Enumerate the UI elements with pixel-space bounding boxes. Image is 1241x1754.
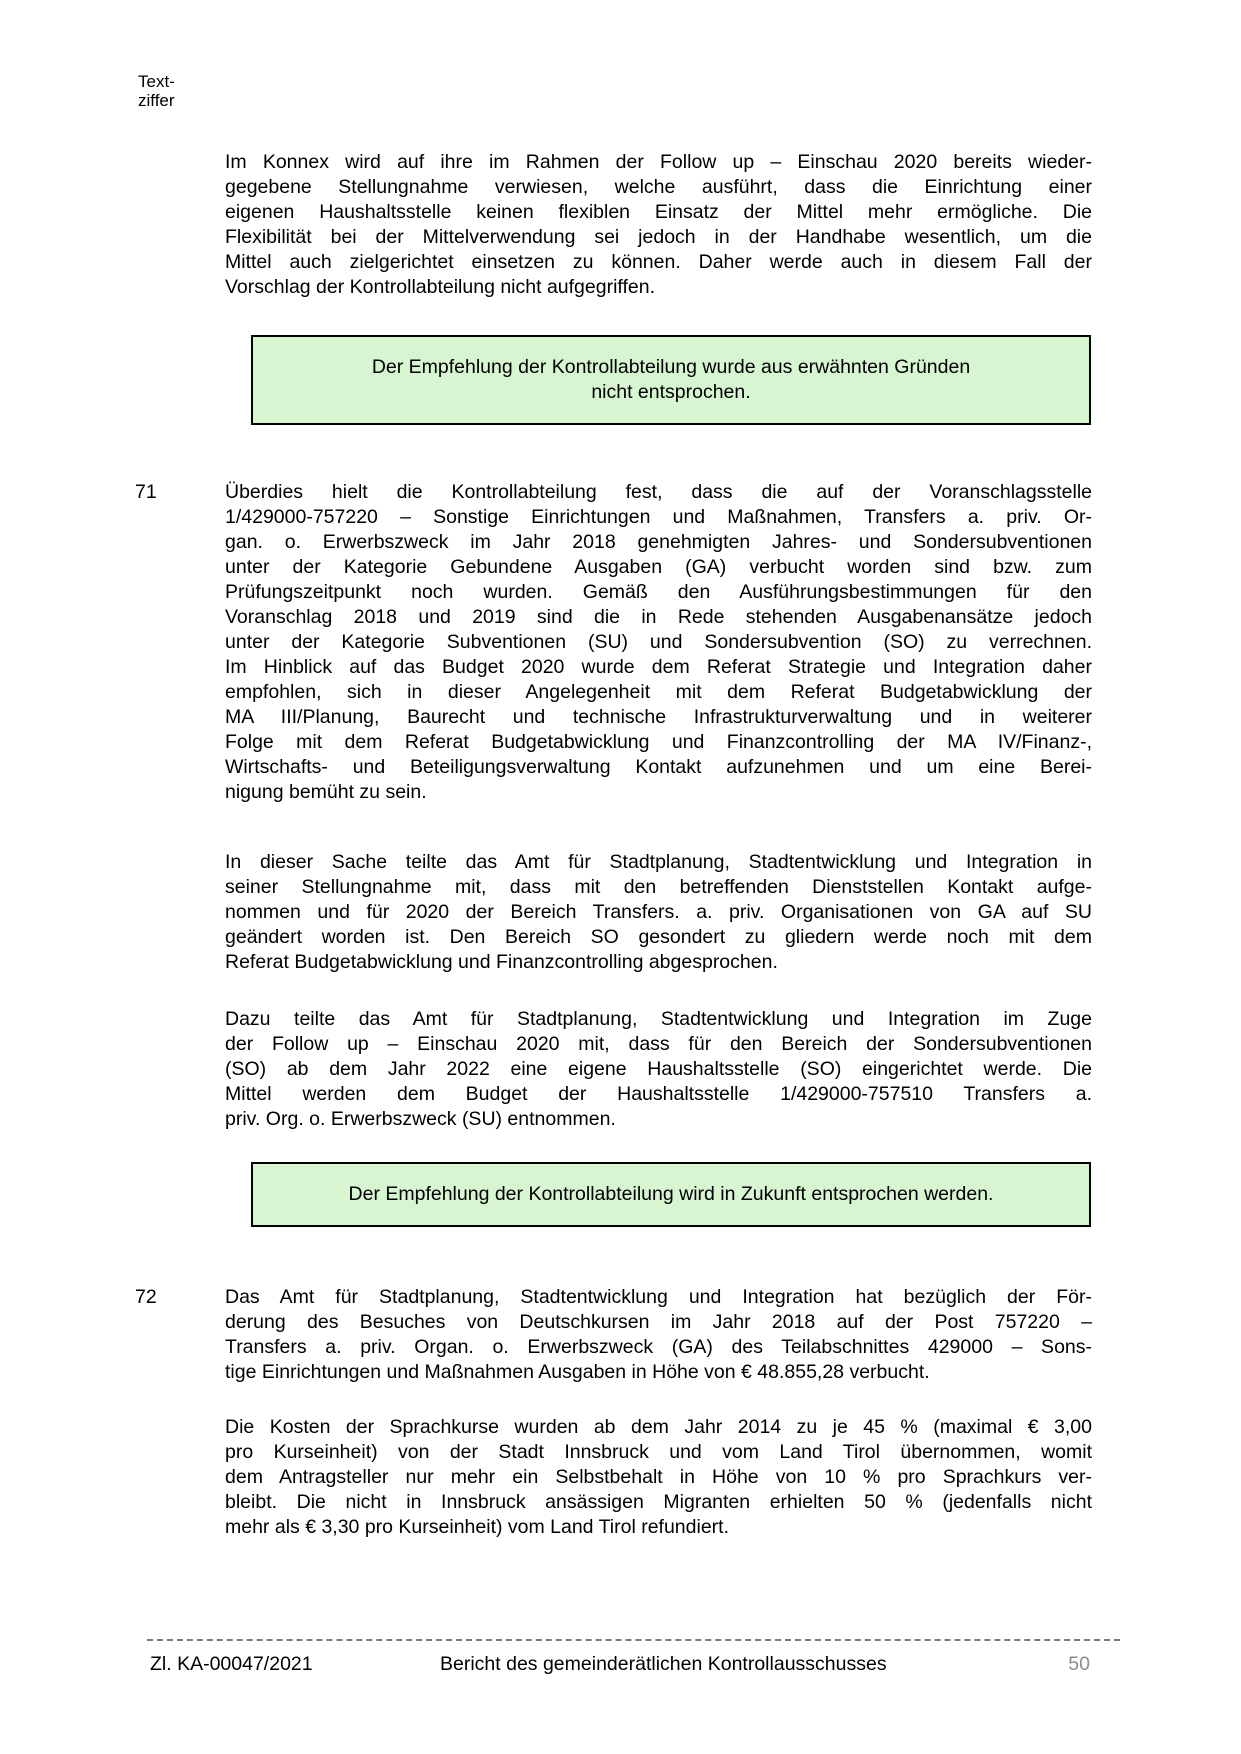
paragraph-line: bleibt. Die nicht in Innsbruck ansässigen Migranten erhielten 50 % (jedenfalls nicht (225, 1491, 1092, 1513)
paragraph (0, 1007, 1241, 1132)
recommendation-text: Der Empfehlung der Kontrollabteilung wurde aus erwähnten Gründen (371, 356, 971, 378)
paragraph-body (225, 1285, 1092, 1385)
paragraph-line: 1/429000-757220 – Sonstige Einrichtungen und Maßnahmen, Transfers a. priv. Or- (225, 506, 1092, 528)
paragraph-line: Dazu teilte das Amt für Stadtplanung, Stadtentwicklung und Integration im Zuge (225, 1008, 1092, 1030)
paragraph-line: unter der Kategorie Subventionen (SU) und Sondersubvention (SO) zu verrechnen. (225, 631, 1092, 653)
paragraph-line: Voranschlag 2018 und 2019 sind die in Rede stehenden Ausgabenansätze jedoch (225, 606, 1092, 628)
paragraph-body (225, 1415, 1092, 1540)
paragraph-line: dem Antragsteller nur mehr ein Selbstbehalt in Höhe von 10 % pro Sprachkurs ver- (225, 1466, 1092, 1488)
paragraph-line: pro Kurseinheit) von der Stadt Innsbruck und vom Land Tirol übernommen, womit (225, 1441, 1092, 1463)
recommendation-box-frame (251, 1162, 1091, 1227)
paragraph-line: Vorschlag der Kontrollabteilung nicht aufgegriffen. (225, 276, 656, 298)
paragraph-line: (SO) ab dem Jahr 2022 eine eigene Haushaltsstelle (SO) eingerichtet werde. Die (225, 1058, 1092, 1080)
paragraph-line: Im Hinblick auf das Budget 2020 wurde dem Referat Strategie und Integration daher (225, 656, 1092, 678)
paragraph-body (225, 850, 1092, 975)
item-number: 71 (135, 481, 157, 503)
paragraph-line: Das Amt für Stadtplanung, Stadtentwicklung und Integration hat bezüglich der För- (225, 1286, 1092, 1308)
footer-title: Bericht des gemeinderätlichen Kontrollausschusses (440, 1653, 887, 1675)
paragraph-line: Mittel auch zielgerichtet einsetzen zu können. Daher werde auch in diesem Fall der (225, 251, 1092, 273)
textziffer-label-line1: Text- (138, 72, 175, 91)
paragraph-line: Transfers a. priv. Organ. o. Erwerbszweck (GA) des Teilabschnittes 429000 – Sons- (225, 1336, 1092, 1358)
paragraph-line: gegebene Stellungnahme verwiesen, welche ausführt, dass die Einrichtung einer (225, 176, 1092, 198)
paragraph-line: Die Kosten der Sprachkurse wurden ab dem Jahr 2014 zu je 45 % (maximal € 3,00 (225, 1416, 1092, 1438)
paragraph-body (225, 480, 1092, 805)
item-number: 72 (135, 1286, 157, 1308)
paragraph-line: In dieser Sache teilte das Amt für Stadtplanung, Stadtentwicklung und Integration in (225, 851, 1092, 873)
footer-row (147, 1653, 1120, 1683)
recommendation-text: Der Empfehlung der Kontrollabteilung wird in Zukunft entsprochen werden. (348, 1183, 994, 1205)
paragraph-line: tige Einrichtungen und Maßnahmen Ausgaben in Höhe von € 48.855,28 verbucht. (225, 1361, 930, 1383)
paragraph-body (225, 1007, 1092, 1132)
numbered-paragraph (0, 1285, 1241, 1385)
numbered-paragraph (0, 480, 1241, 805)
paragraph-line: priv. Org. o. Erwerbszweck (SU) entnommen. (225, 1108, 616, 1130)
paragraph-line: Flexibilität bei der Mittelverwendung sei jedoch in der Handhabe wesentlich, um die (225, 226, 1092, 248)
footer-reference: Zl. KA-00047/2021 (150, 1653, 313, 1675)
paragraph-line: unter der Kategorie Gebundene Ausgaben (GA) verbucht worden sind bzw. zum (225, 556, 1092, 578)
recommendation-text: nicht entsprochen. (591, 381, 751, 403)
paragraph (0, 1415, 1241, 1540)
paragraph-line: Mittel werden dem Budget der Haushaltsstelle 1/429000-757510 Transfers a. (225, 1083, 1092, 1105)
paragraph (0, 850, 1241, 975)
paragraph-line: empfohlen, sich in dieser Angelegenheit mit dem Referat Budgetabwicklung der (225, 681, 1092, 703)
paragraph-line: Folge mit dem Referat Budgetabwicklung und Finanzcontrolling der MA IV/Finanz-, (225, 731, 1092, 753)
paragraph-line: Prüfungszeitpunkt noch wurden. Gemäß den Ausführungsbestimmungen für den (225, 581, 1092, 603)
paragraph-line: Überdies hielt die Kontrollabteilung fest, dass die auf der Voranschlagsstelle (225, 481, 1092, 503)
paragraph-line: Wirtschafts- und Beteiligungsverwaltung Kontakt aufzunehmen und um eine Berei- (225, 756, 1092, 778)
recommendation-box (0, 1162, 1241, 1227)
paragraph-line: MA III/Planung, Baurecht und technische Infrastrukturverwaltung und in weiterer (225, 706, 1092, 728)
paragraph-line: eigenen Haushaltsstelle keinen flexiblen Einsatz der Mittel mehr ermögliche. Die (225, 201, 1092, 223)
paragraph-line: Referat Budgetabwicklung und Finanzcontrolling abgesprochen. (225, 951, 778, 973)
paragraph-line: Im Konnex wird auf ihre im Rahmen der Follow up – Einschau 2020 bereits wieder- (225, 151, 1092, 173)
paragraph-line: seiner Stellungnahme mit, dass mit den betreffenden Dienststellen Kontakt aufge- (225, 876, 1092, 898)
page-footer (147, 1639, 1120, 1683)
recommendation-box-frame (251, 335, 1091, 425)
paragraph-line: nommen und für 2020 der Bereich Transfers. a. priv. Organisationen von GA auf SU (225, 901, 1092, 923)
paragraph-body (225, 150, 1092, 300)
paragraph-line: der Follow up – Einschau 2020 mit, dass für den Bereich der Sondersubventionen (225, 1033, 1092, 1055)
textziffer-label-line2: ziffer (138, 91, 175, 110)
page-number: 50 (1068, 1653, 1090, 1675)
paragraph-line: geändert worden ist. Den Bereich SO gesondert zu gliedern werde noch mit dem (225, 926, 1092, 948)
paragraph-line: derung des Besuches von Deutschkursen im Jahr 2018 auf der Post 757220 – (225, 1311, 1092, 1333)
paragraph-line: mehr als € 3,30 pro Kurseinheit) vom Land Tirol refundiert. (225, 1516, 730, 1538)
recommendation-box (0, 335, 1241, 425)
paragraph (0, 150, 1241, 300)
paragraph-line: nigung bemüht zu sein. (225, 781, 427, 803)
paragraph-line: gan. o. Erwerbszweck im Jahr 2018 genehmigten Jahres- und Sondersubventionen (225, 531, 1092, 553)
